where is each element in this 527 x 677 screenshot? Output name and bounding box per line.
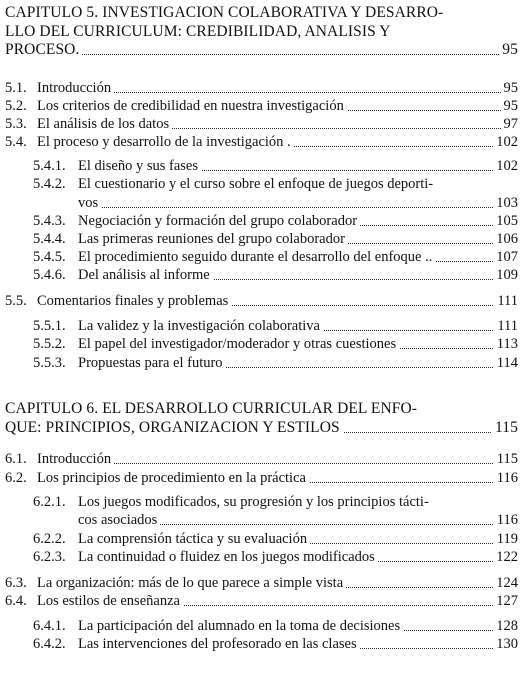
- entry-title: La participación del alumnado en la toma de decisiones: [78, 616, 403, 636]
- section-number: 6.4.2.: [33, 636, 66, 652]
- page-number: 97: [501, 114, 519, 134]
- toc-line: [0, 22, 527, 42]
- page-number: 113: [494, 334, 518, 354]
- section-number: 5.4.: [5, 134, 27, 150]
- section-number: 6.4.: [5, 593, 27, 609]
- entry-title: El procedimiento seguido durante el desarrollo del enfoque ..: [78, 247, 435, 267]
- entry-title: Los juegos modificados, su progresión y los principios tácti-: [78, 492, 432, 512]
- toc-line: [0, 529, 527, 549]
- toc-line: [0, 468, 527, 488]
- toc-line: [0, 40, 527, 60]
- toc-line: [0, 418, 527, 438]
- page-number: 95: [501, 78, 519, 98]
- entry-title: El papel del investigador/moderador y otras cuestiones: [78, 334, 399, 354]
- entry-title: Negociación y formación del grupo colaborador: [78, 211, 360, 231]
- section-number: 5.3.: [5, 116, 27, 132]
- entry-title: Los principios de procedimiento en la práctica: [37, 468, 309, 488]
- toc-line: [0, 78, 527, 98]
- page-number: 122: [493, 547, 518, 567]
- dot-leader: [82, 193, 515, 208]
- toc-line: [0, 591, 527, 611]
- page-number: 111: [494, 316, 518, 336]
- section-number: 5.5.2.: [33, 336, 66, 352]
- entry-title: cos asociados: [78, 510, 160, 530]
- toc-line: [0, 247, 527, 267]
- toc-line: [0, 291, 527, 311]
- section-number: 5.4.5.: [33, 249, 66, 265]
- toc-line: [0, 510, 527, 530]
- toc-line: [0, 265, 527, 285]
- section-number: 6.1.: [5, 451, 27, 467]
- toc-line: [0, 634, 527, 654]
- page-number: 102: [493, 156, 518, 176]
- page-number: 115: [492, 418, 518, 438]
- chapter-heading: QUE: PRINCIPIOS, ORGANIZACION Y ESTILOS: [5, 418, 343, 438]
- section-number: 5.5.: [5, 293, 27, 309]
- section-number: 5.4.1.: [33, 158, 66, 174]
- chapter-heading: CAPITULO 5. INVESTIGACION COLABORATIVA Y DESARRO-: [5, 3, 446, 23]
- entry-title: Del análisis al informe: [78, 265, 213, 285]
- section-number: 5.4.2.: [33, 176, 66, 192]
- toc-line: [0, 547, 527, 567]
- toc-line: [0, 114, 527, 134]
- page-number: 111: [494, 291, 518, 311]
- section-number: 6.2.: [5, 470, 27, 486]
- page-number: 95: [499, 40, 518, 60]
- section-number: 6.2.2.: [33, 531, 66, 547]
- entry-title: Introducción: [37, 78, 114, 98]
- toc-line: [0, 3, 527, 23]
- page-number: 114: [494, 353, 518, 373]
- section-number: 5.5.1.: [33, 318, 66, 334]
- page-number: 103: [493, 193, 518, 213]
- entry-title: Las primeras reuniones del grupo colaborador: [78, 229, 348, 249]
- entry-title: El diseño y sus fases: [78, 156, 201, 176]
- page-number: 116: [494, 510, 518, 530]
- toc-line: [0, 399, 527, 419]
- entry-title: La continuidad o fluidez en los juegos modificados: [78, 547, 378, 567]
- section-number: 5.5.3.: [33, 355, 66, 371]
- page-number: 130: [493, 634, 518, 654]
- section-number: 6.2.3.: [33, 549, 66, 565]
- page-number: 115: [494, 449, 518, 469]
- chapter-heading: LLO DEL CURRICULUM: CREDIBILIDAD, ANALISIS Y: [5, 22, 394, 42]
- entry-title: La validez y la investigación colaborativa: [78, 316, 323, 336]
- entry-title: Introducción: [37, 449, 114, 469]
- toc-line: [0, 211, 527, 231]
- entry-title: Propuestas para el futuro: [78, 353, 226, 373]
- toc-line: [0, 573, 527, 593]
- section-number: 6.3.: [5, 575, 27, 591]
- entry-title: La organización: más de lo que parece a simple vista: [37, 573, 346, 593]
- chapter-heading: CAPITULO 6. EL DESARROLLO CURRICULAR DEL ENFO-: [5, 399, 420, 419]
- section-number: 5.4.6.: [33, 267, 66, 283]
- toc-line: [0, 334, 527, 354]
- toc-line: [0, 316, 527, 336]
- section-number: 5.4.3.: [33, 213, 66, 229]
- toc-line: [0, 492, 527, 512]
- toc-line: [0, 156, 527, 176]
- page-number: 116: [494, 468, 518, 488]
- toc-line: [0, 449, 527, 469]
- page-number: 109: [493, 265, 518, 285]
- page-number: 105: [493, 211, 518, 231]
- dot-leader: [9, 40, 515, 55]
- page-number: 106: [493, 229, 518, 249]
- toc-line: [0, 616, 527, 636]
- page-number: 127: [493, 591, 518, 611]
- entry-title: El cuestionario y el curso sobre el enfoque de juegos deporti-: [78, 174, 436, 194]
- entry-title: El proceso y desarrollo de la investigación .: [37, 132, 294, 152]
- entry-title: Las intervenciones del profesorado en las clases: [78, 634, 360, 654]
- entry-title: El análisis de los datos: [37, 114, 172, 134]
- section-number: 6.2.1.: [33, 494, 66, 510]
- section-number: 5.1.: [5, 80, 27, 96]
- section-number: 5.2.: [5, 98, 27, 114]
- page-number: 119: [494, 529, 518, 549]
- toc-line: [0, 229, 527, 249]
- page-number: 107: [493, 247, 518, 267]
- toc-line: [0, 193, 527, 213]
- entry-title: Los criterios de credibilidad en nuestra investigación: [37, 96, 347, 116]
- chapter-heading: PROCESO.: [5, 40, 82, 60]
- entry-title: vos: [78, 193, 101, 213]
- entry-title: Los estilos de enseñanza: [37, 591, 183, 611]
- entry-title: Comentarios finales y problemas: [37, 291, 231, 311]
- toc-line: [0, 174, 527, 194]
- page-number: 102: [493, 132, 518, 152]
- toc-line: [0, 96, 527, 116]
- entry-title: La comprensión táctica y su evaluación: [78, 529, 310, 549]
- section-number: 5.4.4.: [33, 231, 66, 247]
- page-number: 124: [493, 573, 518, 593]
- page-number: 128: [493, 616, 518, 636]
- section-number: 6.4.1.: [33, 618, 66, 634]
- toc-line: [0, 132, 527, 152]
- toc-line: [0, 353, 527, 373]
- page-number: 95: [501, 96, 519, 116]
